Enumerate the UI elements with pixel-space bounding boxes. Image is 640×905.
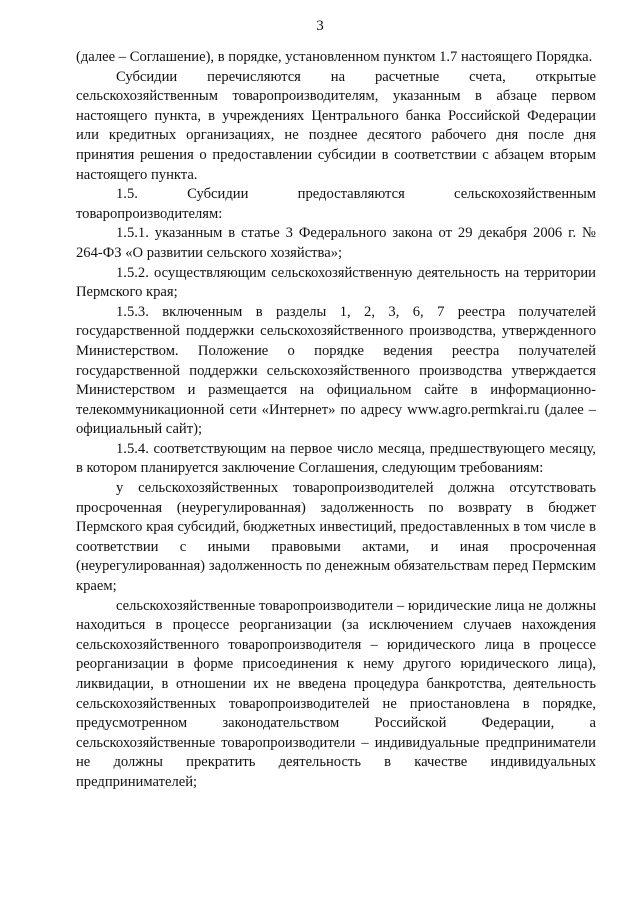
paragraph-1-5-4: 1.5.4. соответствующим на первое число месяца, предшествующего месяцу, в котором планируется заключение Соглашения, следующим требованиям: bbox=[76, 440, 596, 477]
page-number: 3 bbox=[316, 18, 324, 34]
paragraph-1-5-1: 1.5.1. указанным в статье 3 Федерального закона от 29 декабря 2006 г. № 264-ФЗ «О развитии сельского хозяйства»; bbox=[76, 225, 596, 261]
paragraph-1-5-2: 1.5.2. осуществляющим сельскохозяйственную деятельность на территории Пермского края; bbox=[76, 264, 596, 301]
paragraph-subsidy-transfer: Субсидии перечисляются на расчетные счета, открытые сельскохозяйственным товаропроизводителям, указанным в абзаце первом настоящего пункта, в учреждениях Центрального банка Российской Федерации или кредитных организациях, не позднее десятого рабочего дня после дня принятия решения о предоставлении субсидии в соответствии с абзацем вторым настоящего пункта. bbox=[76, 68, 596, 183]
paragraph-requirement-debt: у сельскохозяйственных товаропроизводителей должна отсутствовать просроченная (неурегулированная) задолженность по возврату в бюджет Пермского края субсидий, бюджетных инвестиций, предоставленных в том числе в соответствии с иными правовыми актами, и иная просроченная (неурегулированная) задолженность по денежным обязательствам перед Пермским краем; bbox=[76, 480, 596, 595]
paragraph-continuation: (далее – Соглашение), в порядке, установленном пунктом 1.7 настоящего Порядка. bbox=[76, 49, 593, 65]
paragraph-1-5: 1.5. Субсидии предоставляются сельскохозяйственным товаропроизводителям: bbox=[76, 186, 596, 222]
document-body bbox=[76, 48, 596, 793]
paragraph-requirement-reorganization: сельскохозяйственные товаропроизводители – юридические лица не должны находиться в процессе реорганизации (за исключением случаев нахождения сельскохозяйственного товаропроизводителя – юридического лица в процессе реорганизации в форме присоединения к нему другого юридического лица), ликвидации, в отношении их не введена процедура банкротства, деятельность сельскохозяйственных товаропроизводителей не приостановлена в порядке, предусмотренном законодательством Российской Федерации, а сельскохозяйственные товаропроизводители – индивидуальные предприниматели не должны прекратить деятельность в качестве индивидуальных предпринимателей; bbox=[76, 597, 596, 790]
paragraph-1-5-3: 1.5.3. включенным в разделы 1, 2, 3, 6, 7 реестра получателей государственной поддержки сельскохозяйственного производства, утвержденного Министерством. Положение о порядке ведения реестра получателей государственной поддержки сельскохозяйственного производства утверждается Министерством и размещается на официальном сайте в информационно-телекоммуникационной сети «Интернет» по адресу www.agro.permkrai.ru (далее – официальный сайт); bbox=[76, 303, 596, 438]
